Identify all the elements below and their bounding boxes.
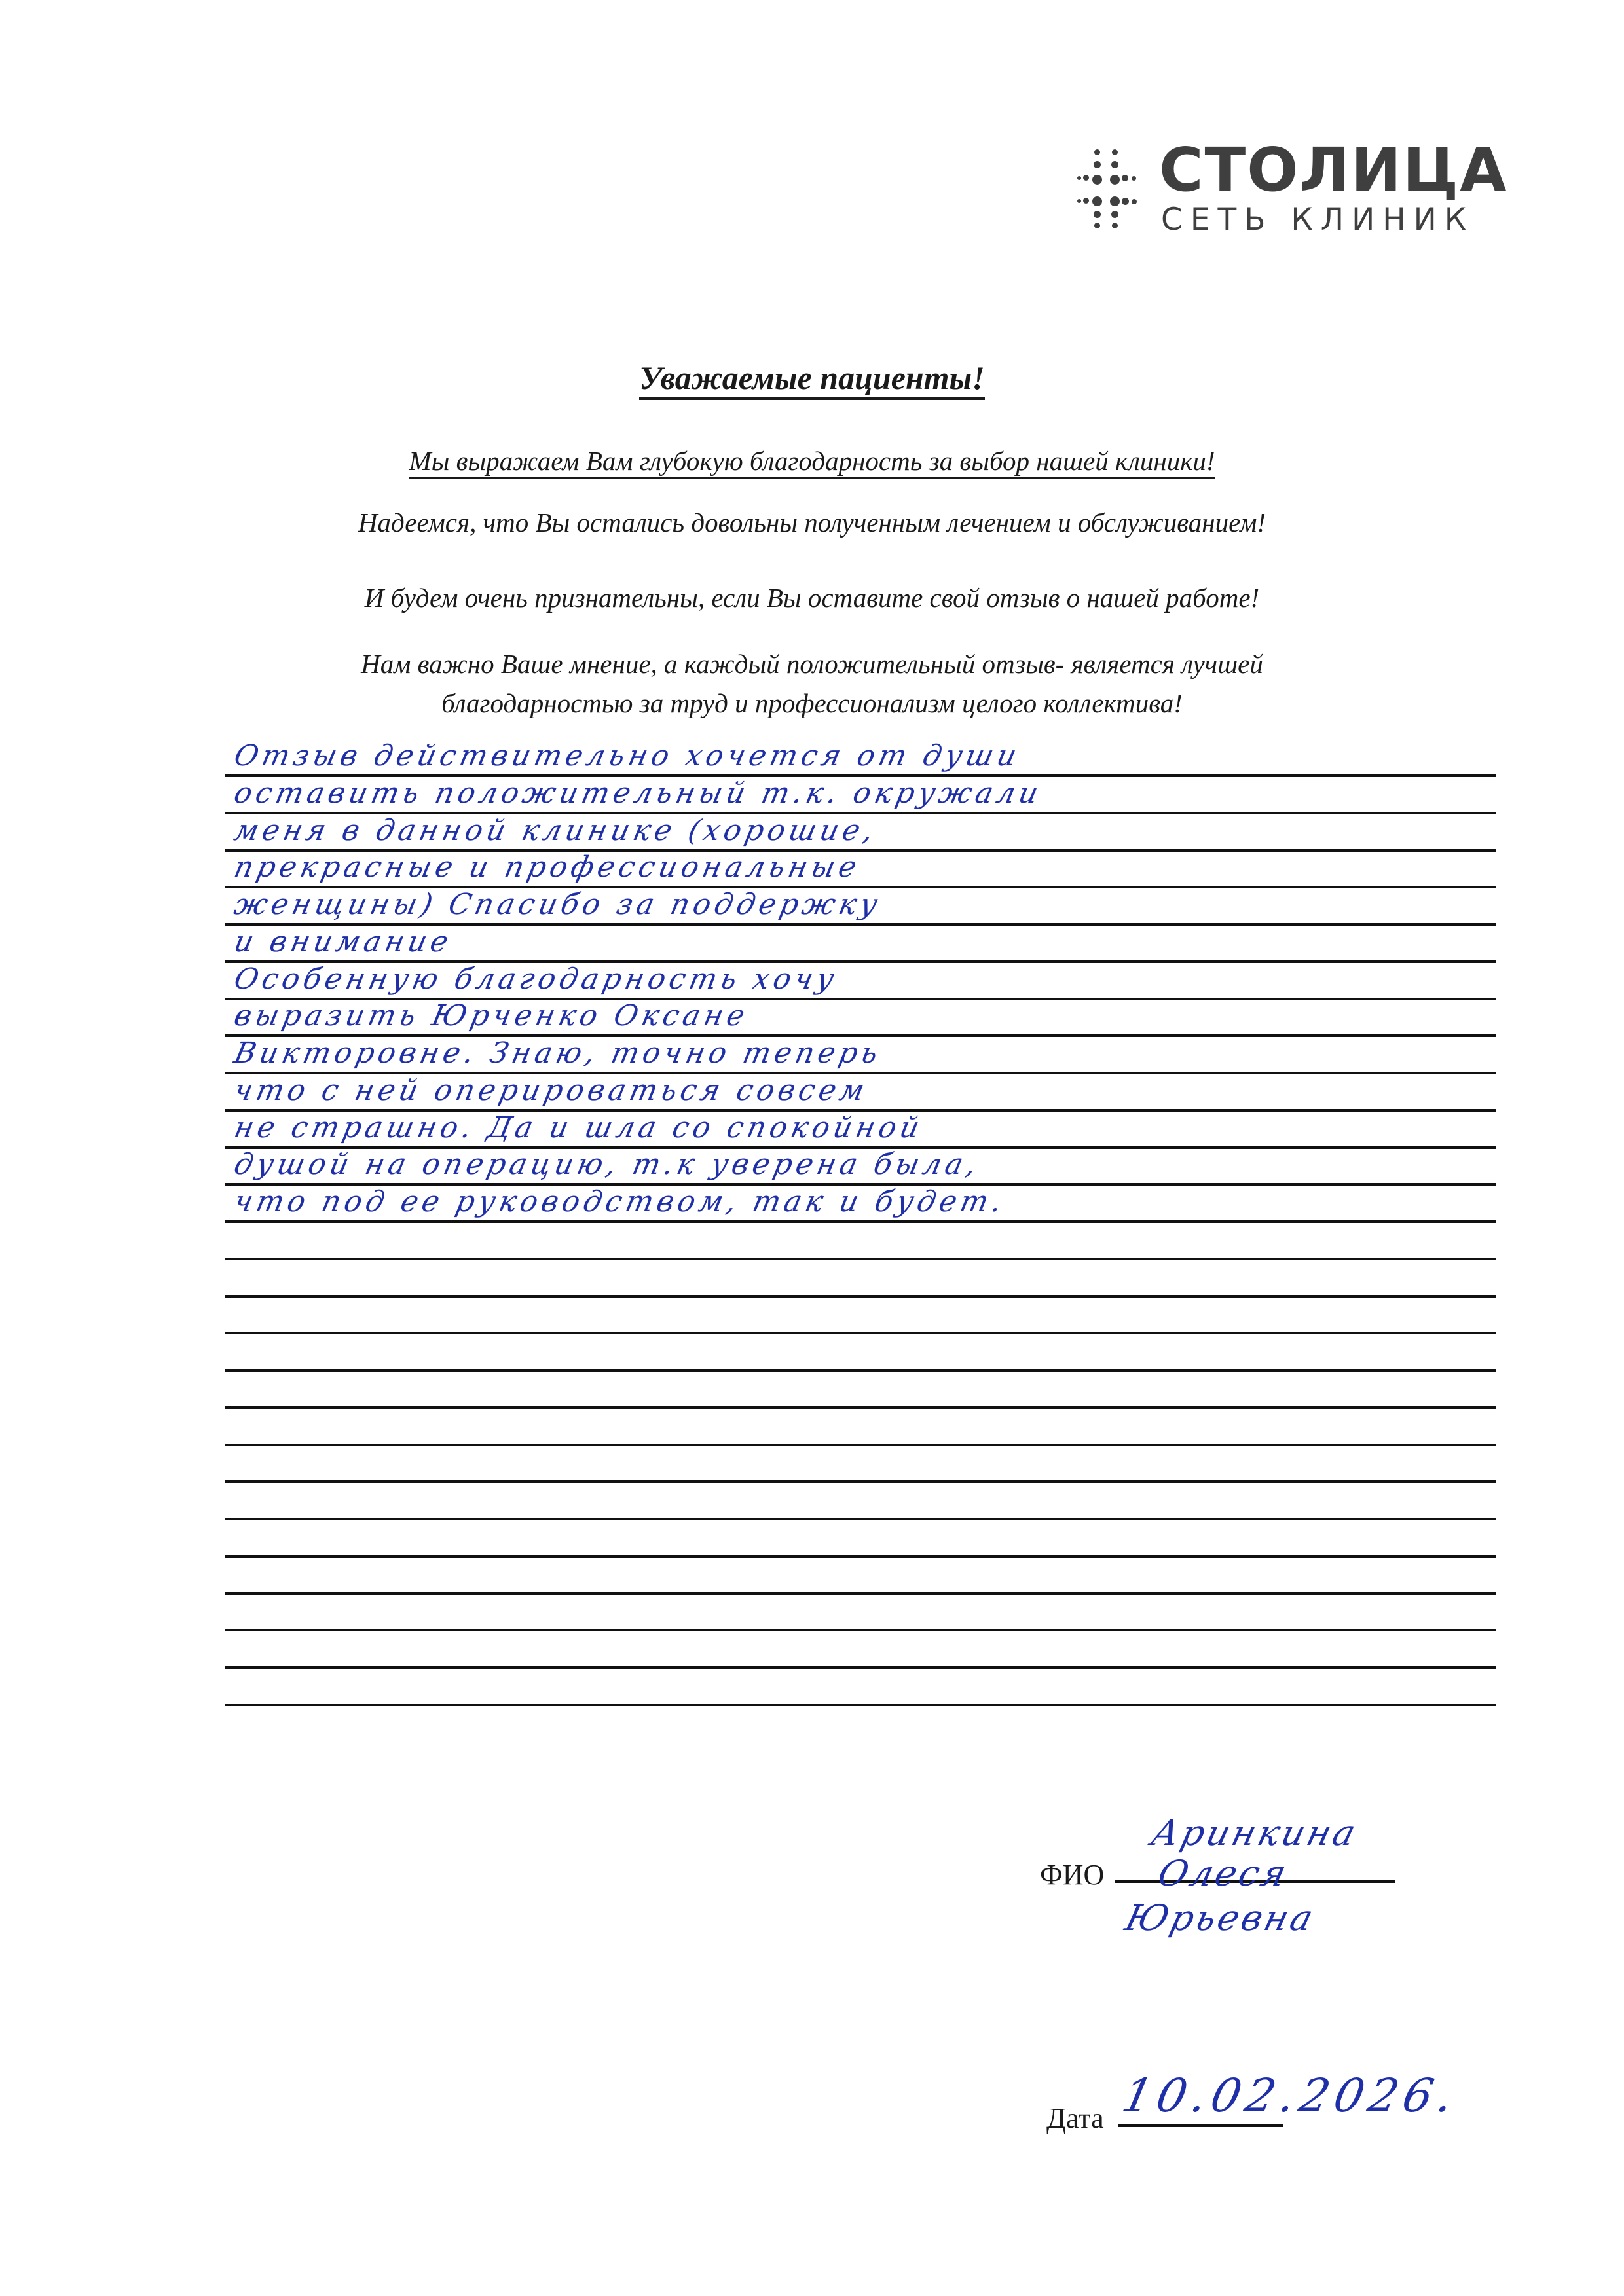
date-value: 10.02.2026.: [1117, 2069, 1464, 2123]
handwritten-review-line: и внимание: [231, 925, 456, 958]
signature-name: Олеся: [1154, 1853, 1293, 1894]
date-label: Дата: [1046, 2102, 1104, 2134]
ruled-line: [225, 1406, 1496, 1409]
handwritten-review-line: выразить Юрченко Оксане: [231, 999, 752, 1032]
ruled-line: [225, 1592, 1496, 1595]
ruled-line: [225, 1555, 1496, 1558]
handwritten-review-line: не страшно. Да и шла со спокойной: [231, 1111, 927, 1144]
logo-title: СТОЛИЦА: [1159, 135, 1508, 205]
handwritten-review-line: Особенную благодарность хочу: [231, 962, 841, 996]
ruled-line: [225, 1480, 1496, 1483]
intro-line-3: И будем очень признательны, если Вы оставите свой отзыв о нашей работе!: [364, 583, 1260, 613]
ruled-line: [225, 1629, 1496, 1631]
handwritten-review-line: Викторовне. Знаю, точно теперь: [231, 1036, 885, 1070]
ruled-line: [225, 1369, 1496, 1372]
ruled-line: [225, 1258, 1496, 1260]
signature-patronymic: Юрьевна: [1121, 1897, 1320, 1939]
page-title-text: Уважаемые пациенты!: [639, 359, 984, 400]
intro-line-2: Надеемся, что Вы остались довольны полученным лечением и обслуживанием!: [358, 507, 1266, 538]
date-underline: [1118, 2124, 1283, 2127]
intro-line-1-text: Мы выражаем Вам глубокую благодарность за выбор нашей клиники!: [409, 446, 1215, 479]
handwritten-review-line: меня в данной клинике (хорошие,: [231, 814, 881, 847]
handwritten-review-line: что под ее руководством, так и будет.: [231, 1185, 1009, 1218]
intro-line-5: благодарностью за труд и профессионализм целого коллектива!: [441, 688, 1183, 718]
ruled-line: [225, 1518, 1496, 1520]
handwritten-review-line: душой на операцию, т.к уверена была,: [231, 1148, 984, 1181]
logo-subtitle: СЕТЬ КЛИНИК: [1161, 202, 1475, 238]
handwritten-review-line: женщины) Спасибо за поддержку: [231, 888, 885, 921]
handwritten-review-line: Отзыв действительно хочется от души: [231, 739, 1024, 773]
ruled-line: [225, 1332, 1496, 1334]
ruled-line: [225, 1295, 1496, 1298]
review-ruled-area[interactable]: [225, 0, 1496, 1715]
ruled-line: [225, 1666, 1496, 1669]
ruled-line: [225, 1220, 1496, 1223]
fio-label: ФИО: [1040, 1859, 1105, 1891]
ruled-line: [225, 1444, 1496, 1446]
ruled-line: [225, 1704, 1496, 1706]
handwritten-review-line: оставить положительный т.к. окружали: [231, 776, 1046, 810]
handwritten-review-line: прекрасные и профессиональные: [231, 850, 864, 884]
intro-line-4: Нам важно Ваше мнение, а каждый положительный отзыв- является лучшей: [361, 649, 1263, 679]
signature-surname: Аринкина: [1147, 1812, 1363, 1853]
handwritten-review-line: что с ней оперироваться совсем: [231, 1074, 872, 1107]
